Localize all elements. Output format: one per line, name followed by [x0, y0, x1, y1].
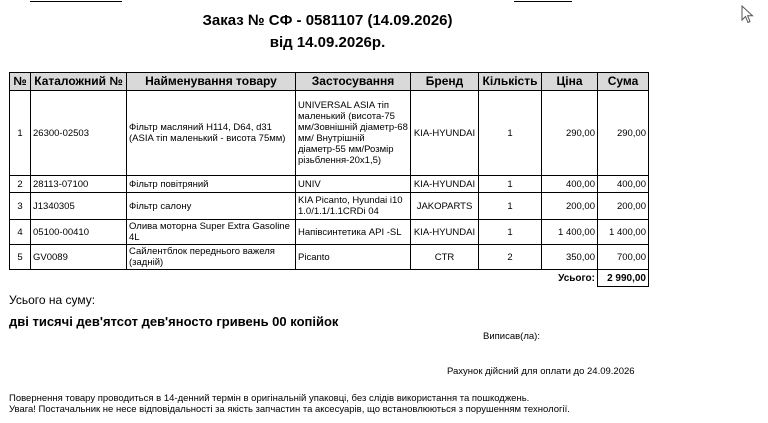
row-sum: 290,00	[598, 91, 649, 176]
row-price: 1 400,00	[542, 220, 598, 245]
row-catalog: J1340305	[31, 193, 127, 220]
row-brand: JAKOPARTS	[411, 193, 479, 220]
row-quantity: 1	[479, 220, 542, 245]
invoice-date: від 14.09.2026р.	[269, 34, 386, 51]
row-application: Picanto	[296, 245, 411, 270]
col-header-price: Ціна	[542, 73, 598, 91]
row-price: 350,00	[542, 245, 598, 270]
valid-until-text: Рахунок дійсний для оплати до 24.09.2026	[447, 366, 635, 377]
table-row	[10, 91, 649, 176]
row-sum: 200,00	[598, 193, 649, 220]
total-label: Усього:	[558, 272, 595, 284]
table-header-row	[10, 73, 649, 91]
row-number: 1	[10, 91, 31, 176]
row-number: 5	[10, 245, 31, 270]
col-header-application: Застосування	[296, 73, 411, 91]
row-brand: CTR	[411, 245, 479, 270]
col-header-number: №	[10, 73, 31, 91]
row-application: Напівсинтетика API -SL	[296, 220, 411, 245]
col-header-name: Найменування товару	[127, 73, 296, 91]
row-price: 290,00	[542, 91, 598, 176]
row-brand: KIA-HYUNDAI	[411, 91, 479, 176]
row-catalog: GV0089	[31, 245, 127, 270]
row-name: Фільтр масляний H114, D64, d31 (ASIA тіп маленький - висота 75мм)	[127, 91, 296, 176]
sum-in-words: дві тисячі дев'ятсот дев'яносто гривень 00 копійок	[9, 314, 339, 329]
row-name: Фільтр салону	[127, 193, 296, 220]
row-catalog: 26300-02503	[31, 91, 127, 176]
row-name: Сайлентблок переднього важеля (задній)	[127, 245, 296, 270]
row-name: Олива моторна Super Extra Gasoline 4L	[127, 220, 296, 245]
row-sum: 400,00	[598, 176, 649, 193]
row-number: 3	[10, 193, 31, 220]
row-brand: KIA-HYUNDAI	[411, 176, 479, 193]
row-price: 400,00	[542, 176, 598, 193]
row-catalog: 05100-00410	[31, 220, 127, 245]
row-brand: KIA-HYUNDAI	[411, 220, 479, 245]
row-application: UNIV	[296, 176, 411, 193]
row-catalog: 28113-07100	[31, 176, 127, 193]
signed-by-label: Виписав(ла):	[483, 331, 540, 342]
row-sum: 1 400,00	[598, 220, 649, 245]
col-header-quantity: Кількість	[479, 73, 542, 91]
cropped-header-lines	[0, 0, 768, 4]
row-application: UNIVERSAL ASIA тіп маленький (висота-75 мм/Зовнішній діаметр-68 мм/ Внутрішній діаметр-55 мм/Розмір різьблення-20х1,5)	[296, 91, 411, 176]
total-value: 2 990,00	[598, 270, 649, 287]
col-header-brand: Бренд	[411, 73, 479, 91]
sum-label: Усього на суму:	[9, 293, 96, 307]
row-quantity: 1	[479, 176, 542, 193]
col-header-sum: Сума	[598, 73, 649, 91]
table-row	[10, 176, 649, 193]
row-price: 200,00	[542, 193, 598, 220]
return-policy-note: Повернення товару проводиться в 14-денний термін в оригінальній упаковці, без слідів використання та пошкоджень.	[9, 393, 530, 404]
total-row	[10, 270, 649, 287]
invoice-title: Заказ № СФ - 0581107 (14.09.2026)	[202, 12, 453, 29]
table-row	[10, 220, 649, 245]
row-sum: 700,00	[598, 245, 649, 270]
liability-warning-note: Увага! Постачальник не несе відповідальності за якість запчастин та аксесуарів, що встановлюються з порушенням технології.	[9, 404, 570, 415]
row-quantity: 1	[479, 193, 542, 220]
row-application: KIA Picanto, Hyundai i10 1.0/1.1/1.1CRDi 04	[296, 193, 411, 220]
row-quantity: 1	[479, 91, 542, 176]
items-table	[9, 72, 649, 287]
row-number: 4	[10, 220, 31, 245]
table-row	[10, 245, 649, 270]
row-number: 2	[10, 176, 31, 193]
row-quantity: 2	[479, 245, 542, 270]
row-name: Фільтр повітряний	[127, 176, 296, 193]
mouse-pointer-icon	[741, 5, 755, 25]
table-row	[10, 193, 649, 220]
col-header-catalog: Каталожний №	[31, 73, 127, 91]
